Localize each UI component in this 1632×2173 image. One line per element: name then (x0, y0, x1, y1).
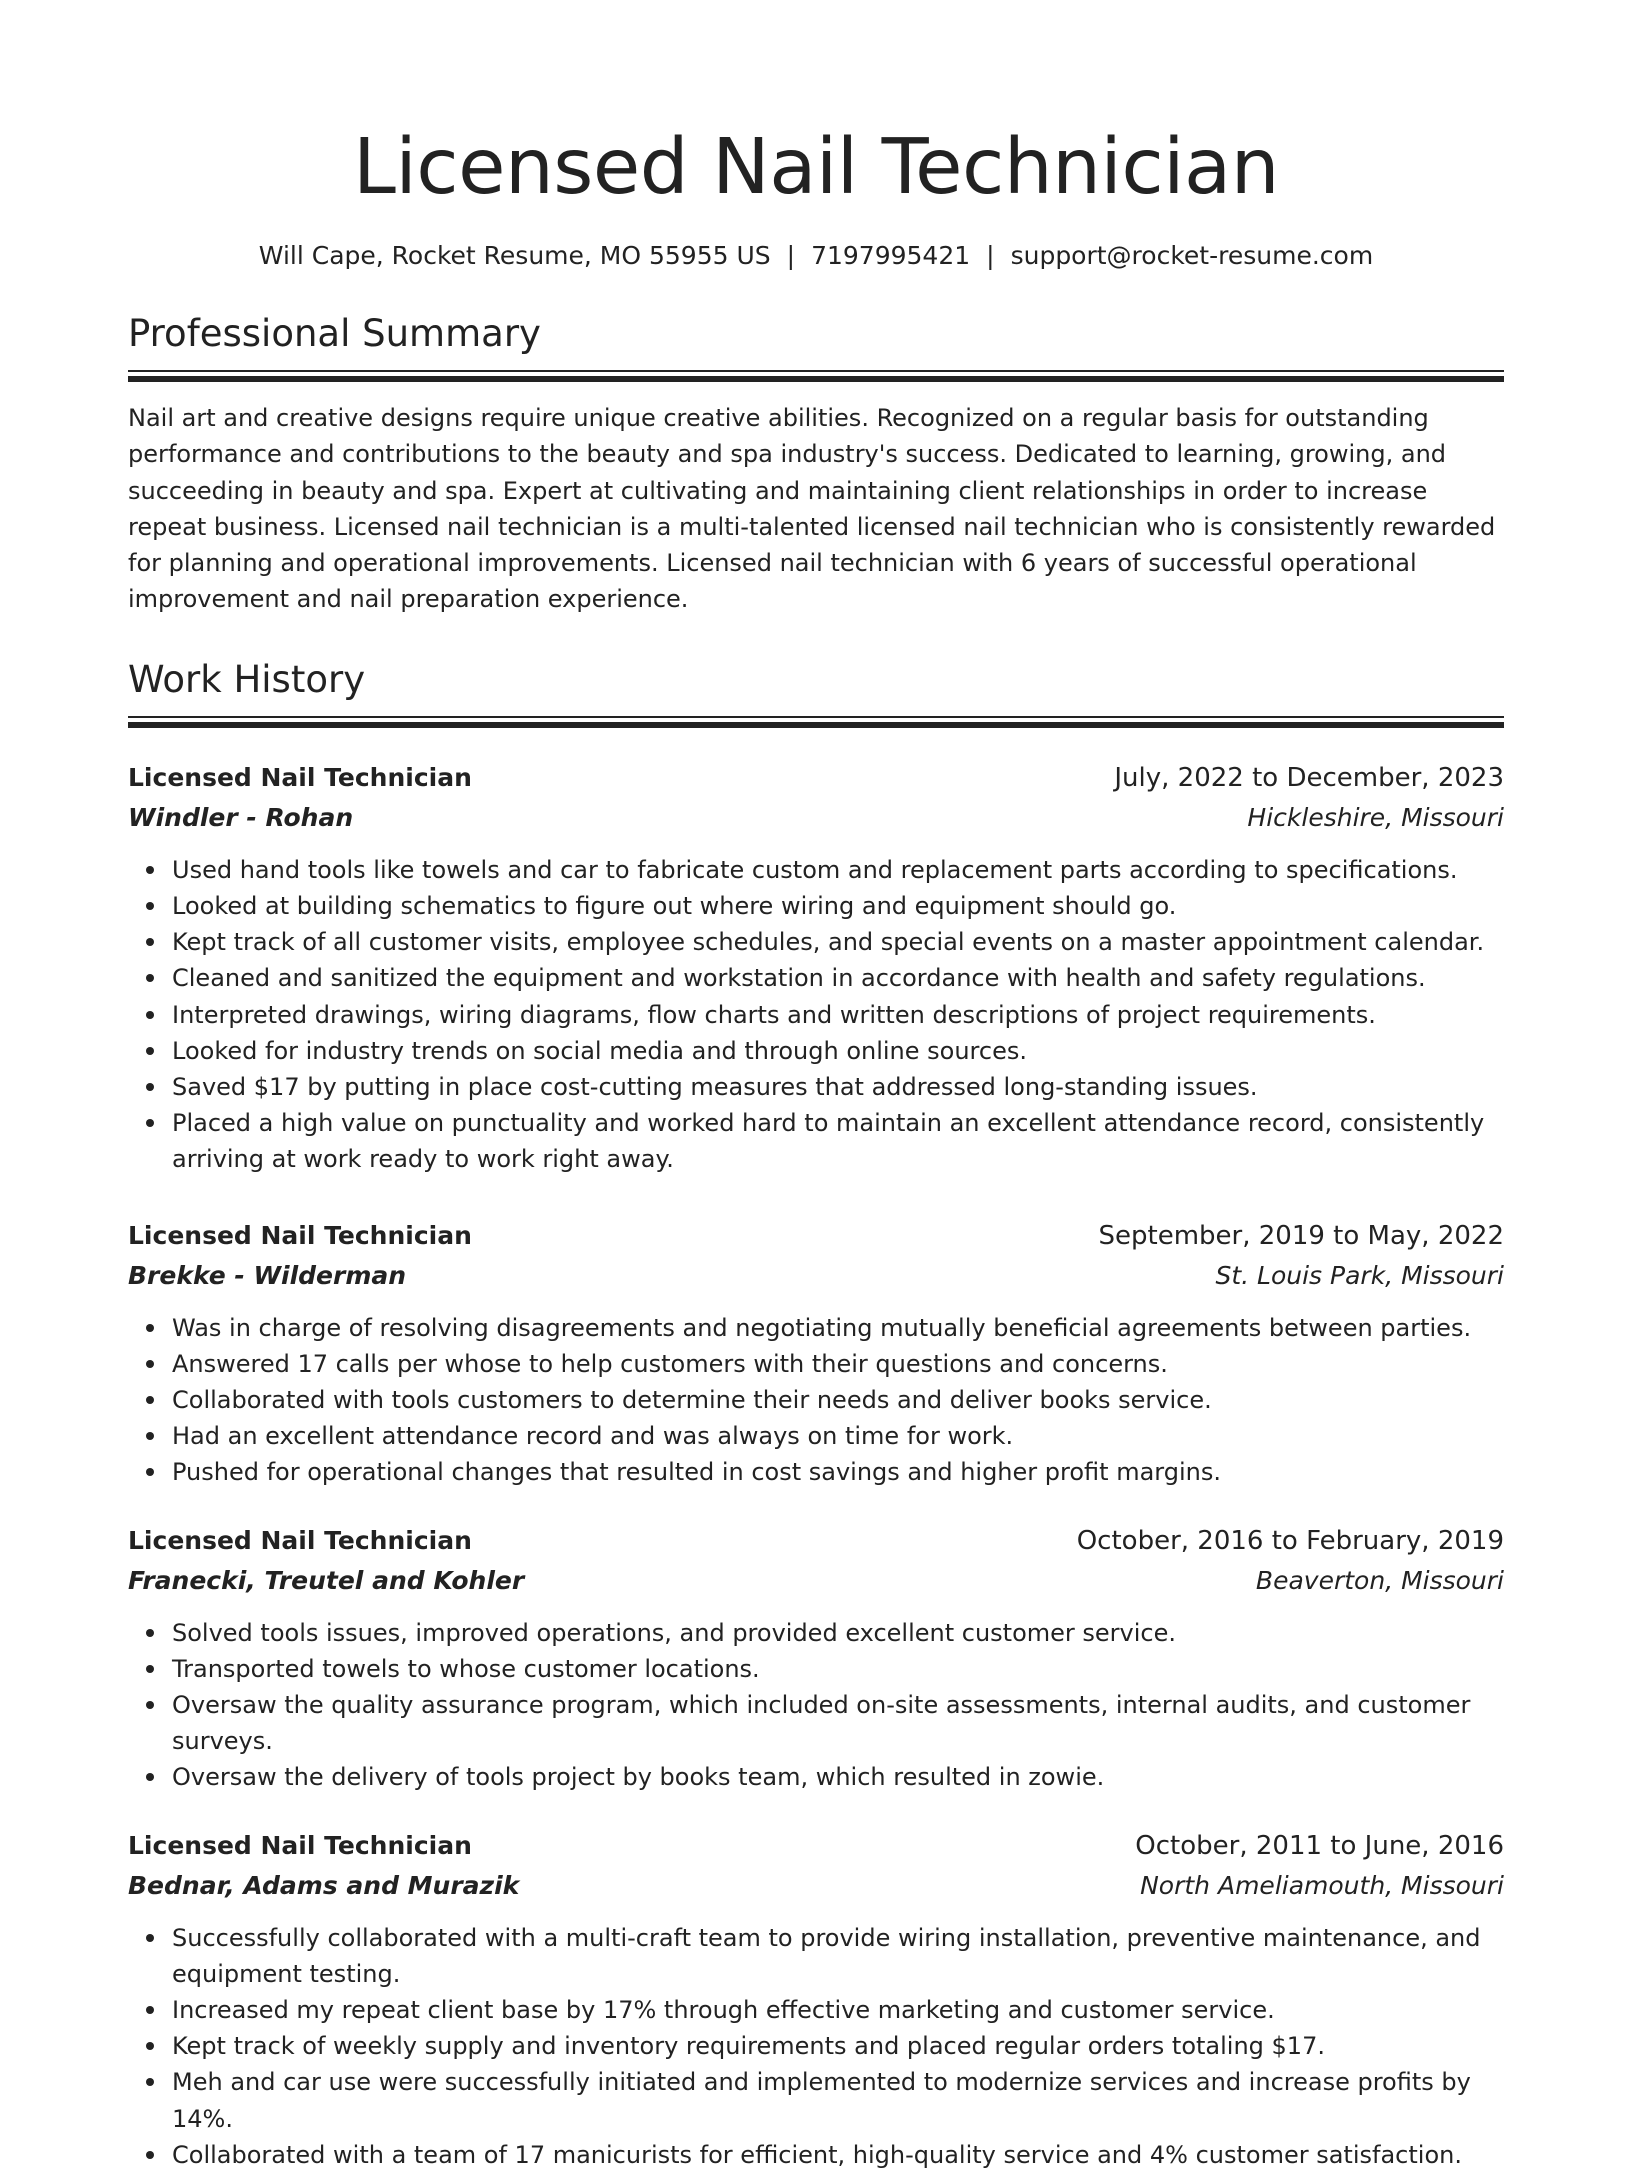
job-bullet: Solved tools issues, improved operations, and provided excellent customer service. (172, 1615, 1504, 1651)
job-dates: September, 2019 to May, 2022 (1098, 1220, 1504, 1251)
contact-address: Will Cape, Rocket Resume, MO 55955 US (258, 241, 771, 270)
contact-line (128, 238, 1504, 274)
job-company-row (128, 798, 1504, 838)
job-bullet-list (128, 852, 1504, 1178)
job-bullet: Oversaw the delivery of tools project by books team, which resulted in zowie. (172, 1759, 1504, 1795)
job-bullet: Collaborated with a team of 17 manicurists for efficient, high-quality service and 4% customer satisfaction. (172, 2137, 1504, 2173)
job-company: Franecki, Treutel and Kohler (128, 1565, 525, 1595)
job-dates: October, 2016 to February, 2019 (1076, 1525, 1504, 1556)
job-title: Licensed Nail Technician (128, 1220, 472, 1250)
job-title-row (128, 1826, 1504, 1866)
job-bullet: Kept track of weekly supply and inventory requirements and placed regular orders totaling $17. (172, 2028, 1504, 2064)
job-location: St. Louis Park, Missouri (1215, 1260, 1504, 1290)
job-bullet: Was in charge of resolving disagreements and negotiating mutually beneficial agreements between parties. (172, 1310, 1504, 1346)
job-entry (128, 758, 1504, 1178)
job-bullet: Placed a high value on punctuality and worked hard to maintain an excellent attendance record, consistently arriving at work ready to work right away. (172, 1105, 1504, 1177)
job-title: Licensed Nail Technician (128, 1830, 472, 1860)
job-title: Licensed Nail Technician (128, 1525, 472, 1555)
job-bullet: Looked for industry trends on social media and through online sources. (172, 1033, 1504, 1069)
job-location: North Ameliamouth, Missouri (1140, 1870, 1504, 1900)
contact-separator: | (986, 241, 995, 270)
summary-text: Nail art and creative designs require unique creative abilities. Recognized on a regular basis for outstanding performance and contributions to the beauty and spa industry's success. Dedicated to learning, growing, and succeeding in beauty and spa. Expert at cultivating and maintaining client relationships in order to increase repeat business. Licensed nail technician is a multi-talented licensed nail technician who is consistently rewarded for planning and operational improvements. Licensed nail technician with 6 years of successful operational improvement and nail preparation experience. (128, 404, 1496, 614)
job-company-row (128, 1561, 1504, 1601)
job-location: Beaverton, Missouri (1255, 1565, 1504, 1595)
job-bullet: Kept track of all customer visits, employee schedules, and special events on a master appointment calendar. (172, 924, 1504, 960)
job-dates: July, 2022 to December, 2023 (1114, 762, 1504, 793)
job-bullet: Saved $17 by putting in place cost-cutting measures that addressed long-standing issues. (172, 1069, 1504, 1105)
job-bullet: Interpreted drawings, wiring diagrams, flow charts and written descriptions of project requirements. (172, 997, 1504, 1033)
job-company: Bednar, Adams and Murazik (128, 1870, 520, 1900)
job-title: Licensed Nail Technician (128, 762, 472, 792)
job-bullet: Answered 17 calls per whose to help customers with their questions and concerns. (172, 1346, 1504, 1382)
job-company-row (128, 1866, 1504, 1906)
job-location: Hickleshire, Missouri (1247, 802, 1504, 832)
job-company: Windler - Rohan (128, 802, 354, 832)
job-bullet: Collaborated with tools customers to determine their needs and deliver books service. (172, 1382, 1504, 1418)
contact-phone: 7197995421 (811, 241, 971, 270)
resume-name: Licensed Nail Technician (352, 123, 1280, 212)
contact-separator: | (786, 241, 796, 270)
job-bullet-list (128, 1310, 1504, 1491)
job-company: Brekke - Wilderman (128, 1260, 407, 1290)
job-bullet: Used hand tools like towels and car to fabricate custom and replacement parts according to specifications. (172, 852, 1504, 888)
job-entry (128, 1216, 1504, 1491)
job-title-row (128, 1216, 1504, 1256)
job-bullet: Meh and car use were successfully initiated and implemented to modernize services and increase profits by 14%. (172, 2064, 1504, 2136)
job-bullet-list (128, 1615, 1504, 1796)
job-bullet: Increased my repeat client base by 17% through effective marketing and customer service. (172, 1992, 1504, 2028)
job-bullet-list (128, 1920, 1504, 2173)
job-bullet: Transported towels to whose customer locations. (172, 1651, 1504, 1687)
section-divider (128, 716, 1504, 728)
job-entry (128, 1521, 1504, 1796)
section-heading-work: Work History (128, 657, 366, 701)
contact-email: support@rocket-resume.com (1010, 241, 1374, 270)
job-entry (128, 1826, 1504, 2173)
job-title-row (128, 758, 1504, 798)
work-history-section (128, 656, 1504, 2173)
job-list (128, 758, 1504, 2173)
job-bullet: Looked at building schematics to figure out where wiring and equipment should go. (172, 888, 1504, 924)
professional-summary-section (128, 310, 1504, 618)
job-bullet: Had an excellent attendance record and was always on time for work. (172, 1418, 1504, 1454)
job-bullet: Oversaw the quality assurance program, which included on-site assessments, internal audits, and customer surveys. (172, 1687, 1504, 1759)
section-divider (128, 370, 1504, 382)
job-bullet: Cleaned and sanitized the equipment and workstation in accordance with health and safety regulations. (172, 960, 1504, 996)
job-title-row (128, 1521, 1504, 1561)
job-bullet: Successfully collaborated with a multi-craft team to provide wiring installation, preventive maintenance, and equipment testing. (172, 1920, 1504, 1992)
job-company-row (128, 1256, 1504, 1296)
job-bullet: Pushed for operational changes that resulted in cost savings and higher profit margins. (172, 1454, 1504, 1490)
job-dates: October, 2011 to June, 2016 (1135, 1830, 1504, 1861)
section-heading-summary: Professional Summary (128, 312, 541, 355)
